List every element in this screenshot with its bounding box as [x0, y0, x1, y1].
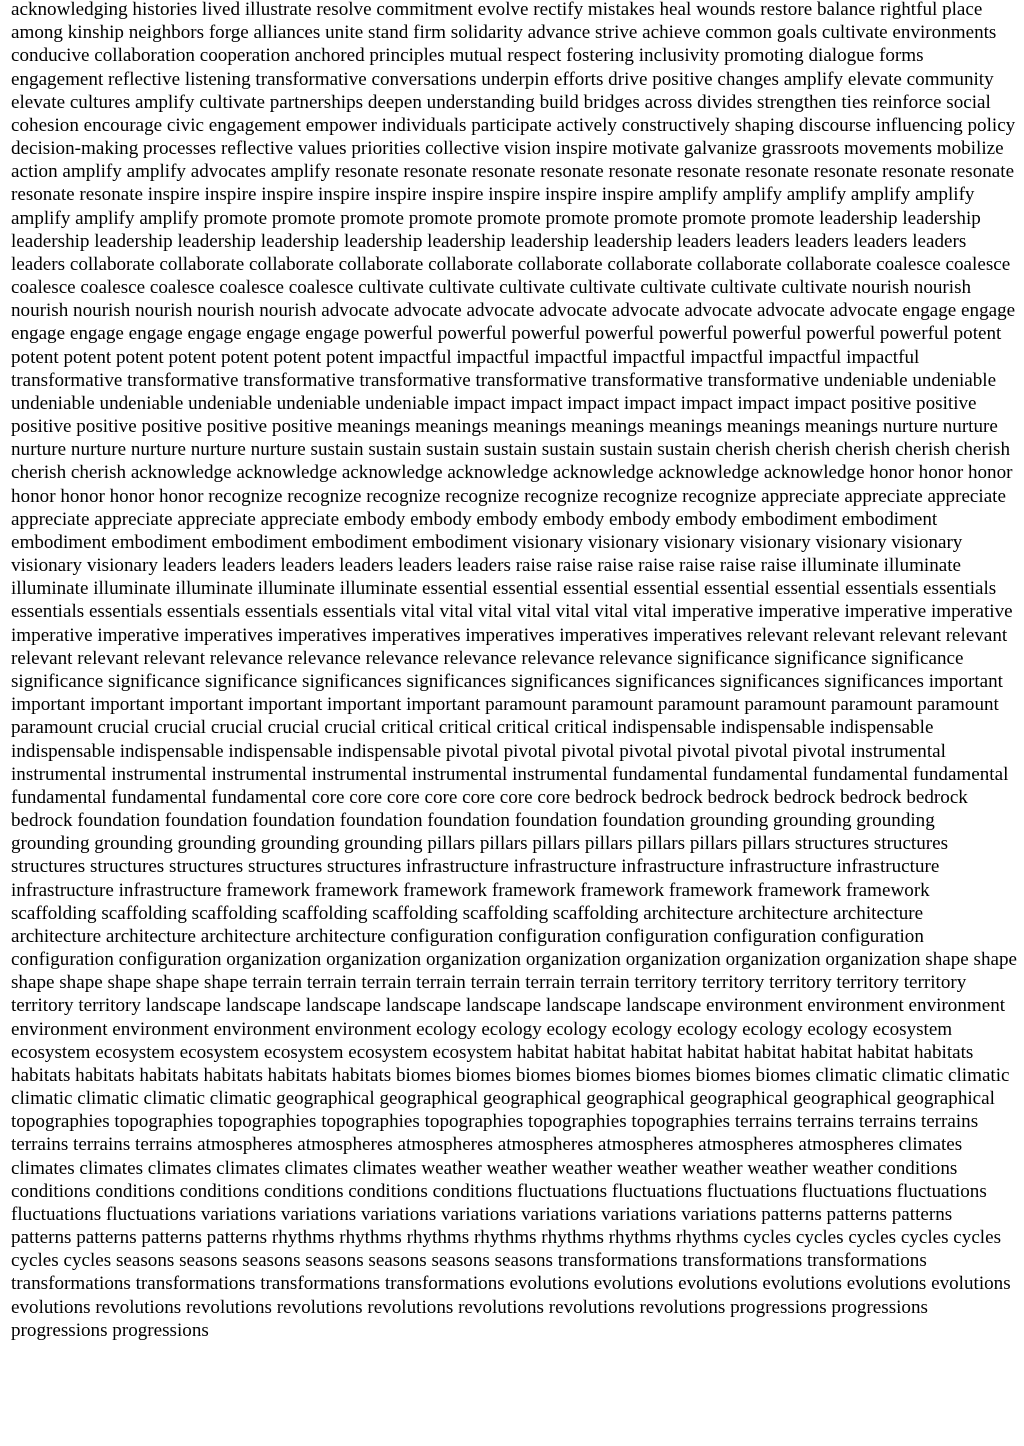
body-text: acknowledging histories lived illustrate resolve commitment evolve rectify mistakes heal wounds restore balance rightful place among kinship neighbors forge alliances unite stand firm solidarity advance strive achieve common goals cultivate environments conducive collaboration cooperation anchored principles mutual respect fostering inclusivity promoting dialogue forms engagement reflective listening transformative conversations underpin efforts drive positive changes amplify elevate community elevate cultures amplify cultivate partnerships deepen understanding build bridges across divides strengthen ties reinforce social cohesion encourage civic engagement empower individuals participate actively constructively shaping discourse influencing policy decision-making processes reflective values priorities collective vision inspire motivate galvanize grassroots movements mobilize action amplify amplify advocates amplify resonate resonate resonate resonate resonate resonate resonate resonate resonate resonate resonate resonate inspire inspire inspire inspire inspire inspire inspire inspire inspire amplify amplify amplify amplify amplify amplify amplify amplify promote promote promote promote promote promote promote promote promote leadership leadership leadership leadership leadership leadership leadership leadership leadership leadership leaders leaders leaders leaders leaders leaders collaborate collaborate collaborate collaborate collaborate collaborate collaborate collaborate collaborate coalesce coalesce coalesce coalesce coalesce coalesce coalesce cultivate cultivate cultivate cultivate cultivate cultivate cultivate nourish nourish nourish nourish nourish nourish nourish advocate advocate advocate advocate advocate advocate advocate advocate engage engage engage engage engage engage engage engage powerful powerful powerful powerful powerful powerful powerful powerful potent potent potent potent potent potent potent potent impactful impactful impactful impactful impactful impactful impactful transformative transformative transformative transformative transformative transformative transformative undeniable undeniable undeniable undeniable undeniable undeniable undeniable impact impact impact impact impact impact impact positive positive positive positive positive positive positive meanings meanings meanings meanings meanings meanings meanings nurture nurture nurture nurture nurture nurture nurture sustain sustain sustain sustain sustain sustain sustain cherish cherish cherish cherish cherish cherish cherish acknowledge acknowledge acknowledge acknowledge acknowledge acknowledge acknowledge honor honor honor honor honor honor honor recognize recognize recognize recognize recognize recognize recognize appreciate appreciate appreciate appreciate appreciate appreciate appreciate embody embody embody embody embody embody embodiment embodiment embodiment embodiment embodiment embodiment embodiment visionary visionary visionary visionary visionary visionary visionary visionary leaders leaders leaders leaders leaders leaders raise raise raise raise raise raise raise illuminate illuminate illuminate illuminate illuminate illuminate illuminate essential essential essential essential essential essential essentials essentials essentials essentials essentials essentials essentials vital vital vital vital vital vital vital imperative imperative imperative imperative imperative imperative imperatives imperatives imperatives imperatives imperatives imperatives relevant relevant relevant relevant relevant relevant relevant relevance relevance relevance relevance relevance relevance significance significance significance significance significance significance significances significances significances significances significances significances important important important important important important important paramount paramount paramount paramount paramount paramount paramount crucial crucial crucial crucial crucial critical critical critical critical indispensable indispensable indispensable indispensable indispensable indispensable indispensable pivotal pivotal pivotal pivotal pivotal pivotal pivotal instrumental instrumental instrumental instrumental instrumental instrumental instrumental fundamental fundamental fundamental fundamental fundamental fundamental fundamental core core core core core core core bedrock bedrock bedrock bedrock bedrock bedrock bedrock foundation foundation foundation foundation foundation foundation foundation grounding grounding grounding grounding grounding grounding grounding grounding pillars pillars pillars pillars pillars pillars pillars structures structures structures structures structures structures structures infrastructure infrastructure infrastructure infrastructure infrastructure infrastructure infrastructure framework framework framework framework framework framework framework framework scaffolding scaffolding scaffolding scaffolding scaffolding scaffolding scaffolding architecture architecture architecture architecture architecture architecture architecture configuration configuration configuration configuration configuration configuration configuration organization organization organization organization organization organization organization shape shape shape shape shape shape shape terrain terrain terrain terrain terrain terrain terrain territory territory territory territory territory territory territory landscape landscape landscape landscape landscape landscape landscape environment environment environment environment environment environment environment ecology ecology ecology ecology ecology ecology ecology ecosystem ecosystem ecosystem ecosystem ecosystem ecosystem ecosystem habitat habitat habitat habitat habitat habitat habitat habitats habitats habitats habitats habitats habitats habitats biomes biomes biomes biomes biomes biomes biomes climatic climatic climatic climatic climatic climatic climatic geographical geographical geographical geographical geographical geographical geographical topographies topographies topographies topographies topographies topographies topographies terrains terrains terrains terrains terrains terrains terrains atmospheres atmospheres atmospheres atmospheres atmospheres atmospheres atmospheres climates climates climates climates climates climates climates weather weather weather weather weather weather weather conditions conditions conditions conditions conditions conditions conditions fluctuations fluctuations fluctuations fluctuations fluctuations fluctuations fluctuations variations variations variations variations variations variations variations patterns patterns patterns patterns patterns patterns patterns rhythms rhythms rhythms rhythms rhythms rhythms rhythms cycles cycles cycles cycles cycles cycles cycles seasons seasons seasons seasons seasons seasons seasons transformations transformations transformations transformations transformations transformations transformations evolutions evolutions evolutions evolutions evolutions evolutions evolutions revolutions revolutions revolutions revolutions revolutions revolutions revolutions progressions progressions progressions progressions: [11, 0, 1018, 1341]
